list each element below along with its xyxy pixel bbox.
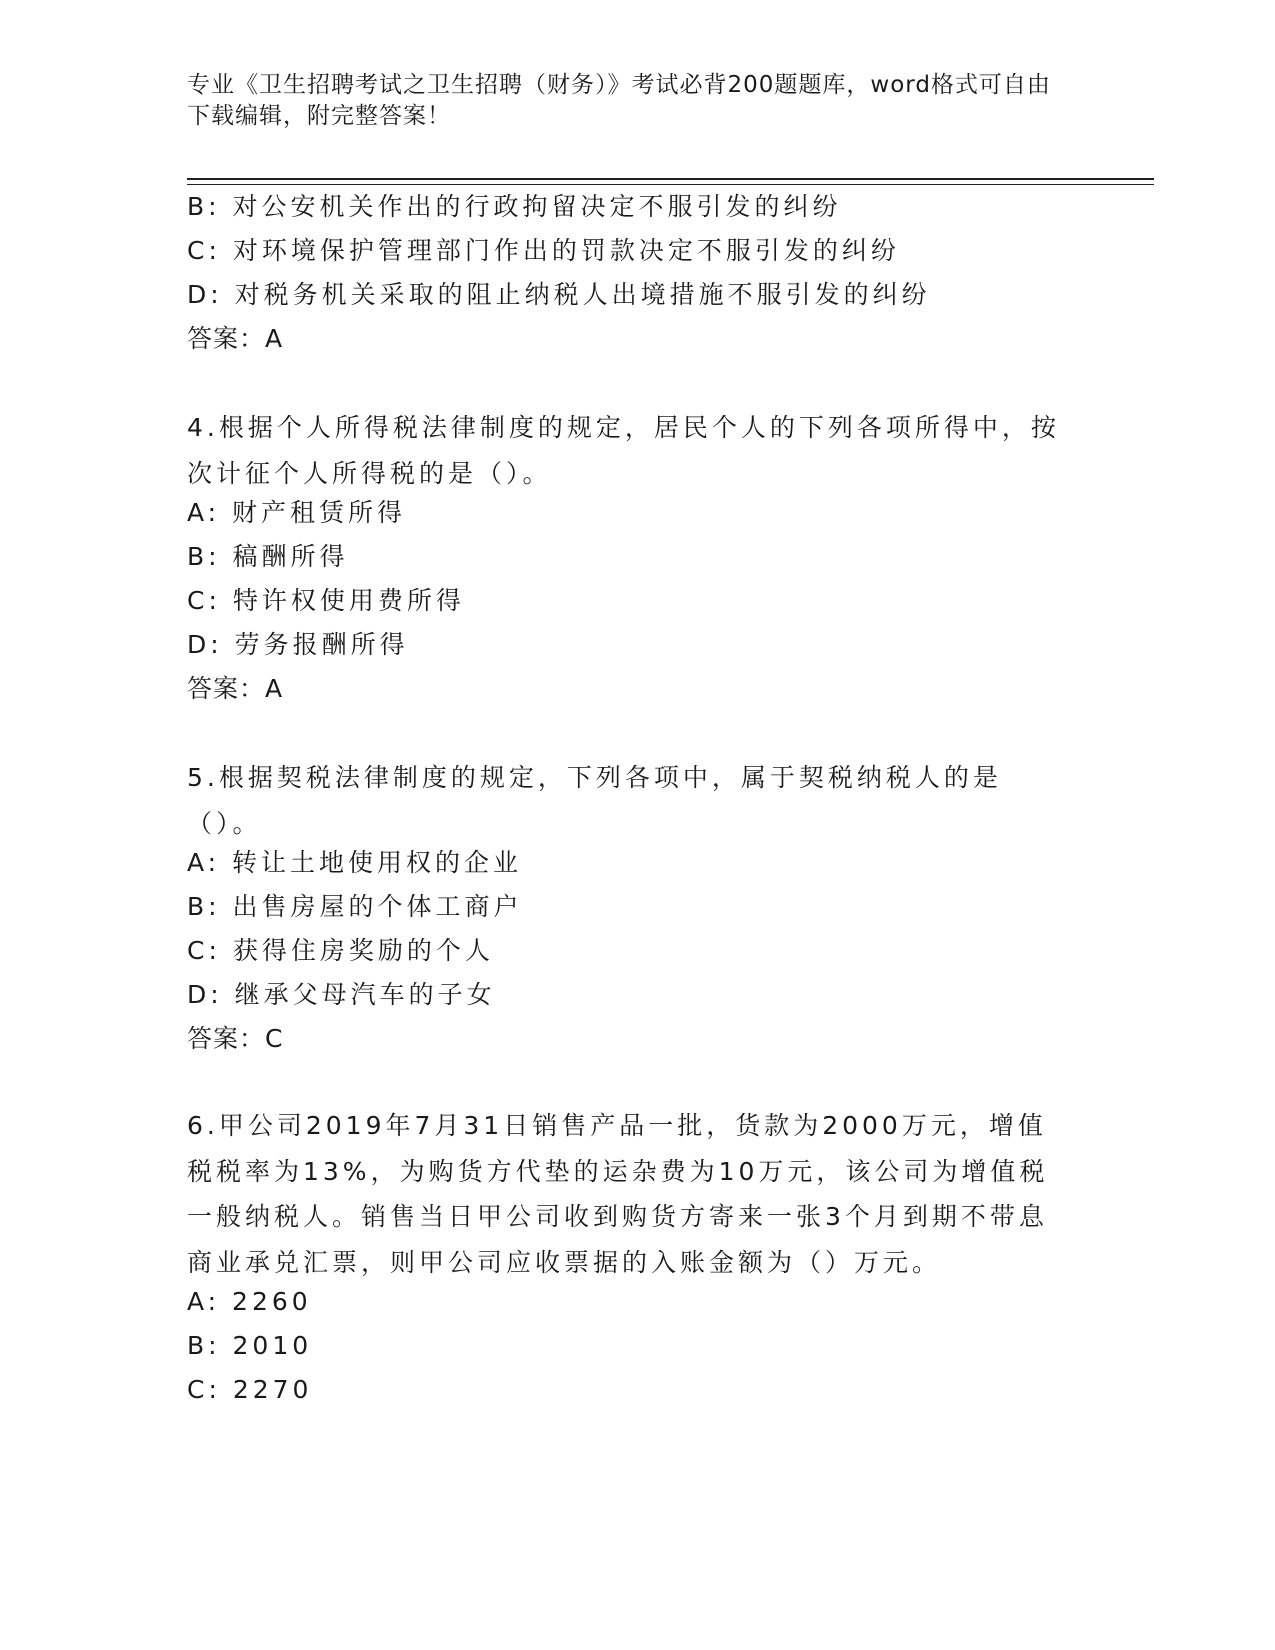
q5-option-d: D: 继承父母汽车的子女 [187, 980, 496, 1009]
q6-stem: 6.甲公司2019年7月31日销售产品一批，货款为2000万元，增值税税率为13%，为购货方代垫的运杂费为10万元，该公司为增值税一般纳税人。销售当日甲公司收到购货方寄来一张3个月到期不带息商业承兑汇票，则甲公司应收票据的入账金额为（）万元。 [187, 1111, 1049, 1277]
header-divider [187, 178, 1154, 180]
q3-option-c: C: 对环境保护管理部门作出的罚款决定不服引发的纠纷 [187, 236, 900, 265]
q3-option-b: B: 对公安机关作出的行政拘留决定不服引发的纠纷 [187, 192, 842, 221]
q4-option-b: B: 稿酬所得 [187, 542, 349, 571]
q6-option-c: C: 2270 [187, 1375, 313, 1404]
q4-stem: 4.根据个人所得税法律制度的规定，居民个人的下列各项所得中，按次计征个人所得税的是（）。 [187, 413, 1060, 488]
q5-option-b: B: 出售房屋的个体工商户 [187, 892, 523, 921]
q3-option-d: D: 对税务机关采取的阻止纳税人出境措施不服引发的纠纷 [187, 280, 931, 309]
document-header: 专业《卫生招聘考试之卫生招聘（财务）》考试必背200题题库，word格式可自由下载编辑，附完整答案！ [187, 72, 1051, 129]
q4-answer: 答案：A [187, 674, 284, 703]
q5-option-c: C: 获得住房奖励的个人 [187, 936, 494, 965]
q4-option-d: D: 劳务报酬所得 [187, 630, 409, 659]
q4-option-a: A: 财产租赁所得 [187, 498, 407, 527]
q3-answer: 答案：A [187, 324, 284, 353]
q6-option-a: A: 2260 [187, 1287, 312, 1316]
q5-answer: 答案：C [187, 1024, 284, 1053]
q5-option-a: A: 转让土地使用权的企业 [187, 848, 523, 877]
q6-option-b: B: 2010 [187, 1331, 313, 1360]
header-divider-thin [187, 184, 1154, 185]
q4-option-c: C: 特许权使用费所得 [187, 586, 465, 615]
q5-stem: 5.根据契税法律制度的规定，下列各项中，属于契税纳税人的是（）。 [187, 763, 1002, 838]
